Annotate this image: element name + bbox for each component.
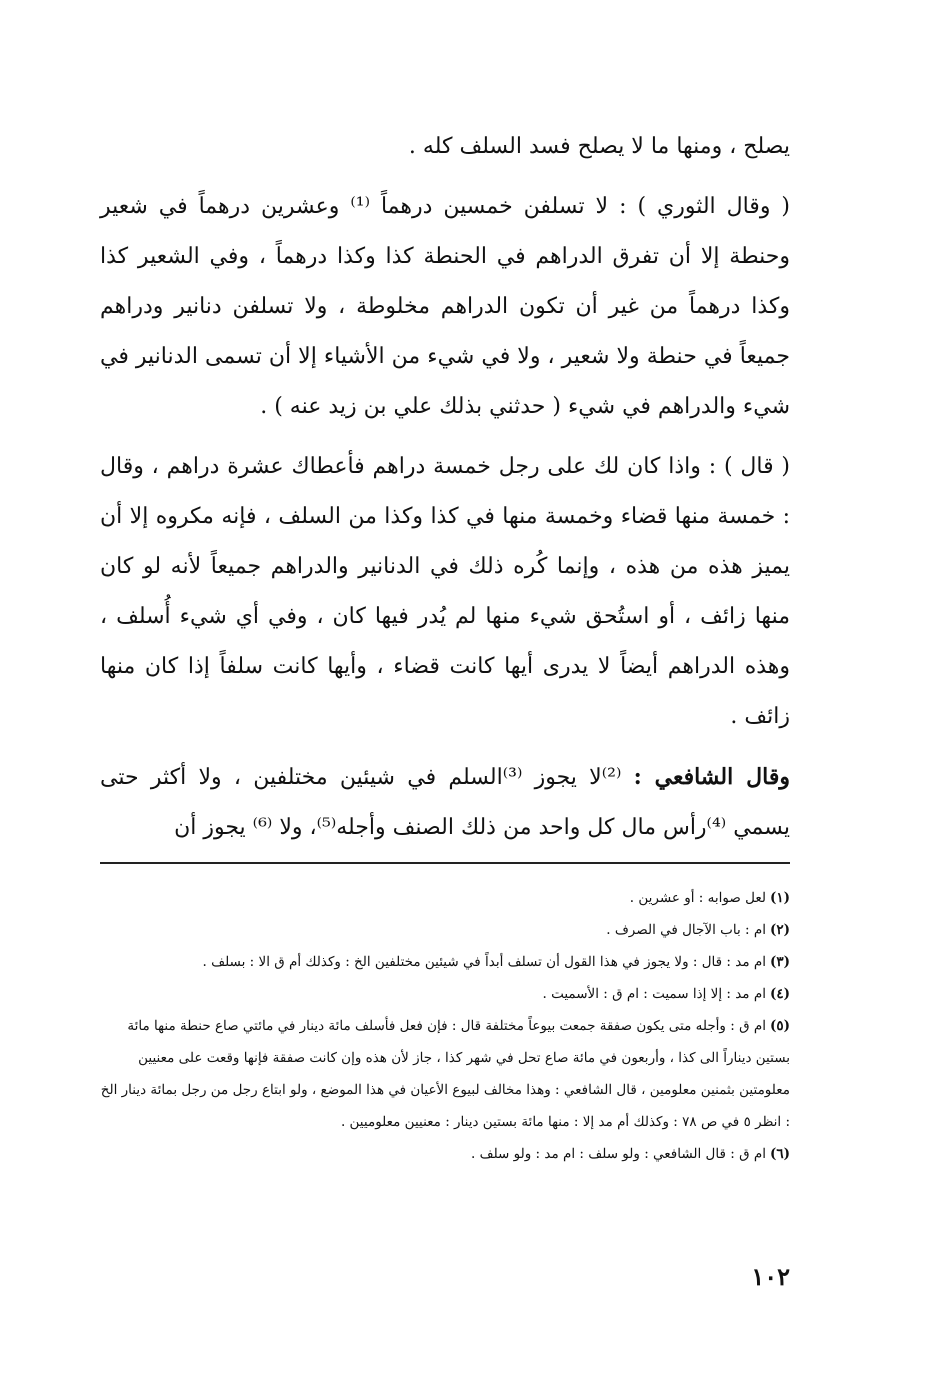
footnote-divider [100, 862, 790, 864]
page-number: ١٠٢ [751, 1262, 790, 1291]
shafii-text: ⁽²⁾لا يجوز ⁽³⁾السلم في شيئين مختلفين ، ولا أكثر حتى يسمي ⁽⁴⁾رأس مال كل واحد من ذلك الصنف وأجله⁽⁵⁾، ولا ⁽⁶⁾ يجوز أن [100, 765, 790, 840]
footnote-text: ام مد : إلا إذا سميت : ام ق : الأسميت . [542, 986, 766, 1002]
footnote-text: لعل صوابه : أو عشرين . [629, 890, 766, 906]
footnote-2 [100, 914, 790, 946]
paragraph-thawri: ( وقال الثوري ) : لا تسلفن خمسين درهماً ⁽¹⁾ وعشرين درهماً في شعير وحنطة إلا أن تفرق الدراهم في الحنطة كذا وكذا درهماً ، وفي الشعير كذا وكذا درهماً من غير أن تكون الدراهم مخلوطة ، ولا تسلفن دنانير ودراهم جميعاً في حنطة ولا شعير ، ولا في شيء من الأشياء إلا أن تسمى الدنانير في شيء والدراهم في شيء ( حدثني بذلك علي بن زيد عنه ) . [100, 194, 791, 419]
footnote-number: (٢) [769, 922, 790, 938]
footnote-6 [100, 1138, 790, 1170]
footnote-1 [100, 882, 790, 914]
paragraph-qala: ( قال ) : واذا كان لك على رجل خمسة دراهم فأعطاك عشرة دراهم ، وقال : خمسة منها قضاء وخمسة منها في كذا وكذا من السلف ، فإنه مكروه إلا أن يميز هذه من هذه ، وإنما كُره ذلك في الدنانير والدراهم جميعاً لأنه لو كان منها زائف ، أو استُحق شيء منها لم يُدر فيها كان ، وفي أي شيء أُسلف ، وهذه الدراهم أيضاً لا يدرى أيها كانت قضاء ، وأيها كانت سلفاً إذا كان منها زائف . [100, 454, 790, 729]
footnote-text: ام ق : قال الشافعي : ولو سلف : ام مد : ولو سلف . [471, 1146, 766, 1162]
footnote-number: (٤) [769, 986, 790, 1002]
footnote-number: (١) [769, 890, 790, 906]
shafii-label: وقال الشافعي : [633, 764, 790, 790]
main-text [100, 122, 790, 853]
footnote-number: (٣) [769, 954, 790, 970]
footnote-3 [100, 946, 790, 978]
paragraph-continuation: يصلح ، ومنها ما لا يصلح فسد السلف كله . [408, 134, 790, 159]
footnote-text: ام مد : قال : ولا يجوز في هذا القول أن تسلف أبداً في شيئين مختلفين الخ : وكذلك أم ق الا : بسلف . [202, 954, 766, 970]
footnotes [100, 882, 790, 1170]
footnote-number: (٦) [769, 1146, 790, 1162]
footnote-text: ام : باب الآجال في الصرف . [606, 922, 766, 938]
footnote-4 [100, 978, 790, 1010]
footnote-text: ام ق : وأجله متى يكون صفقة جمعت بيوعاً مختلفة قال : فإن فعل فأسلف مائة دينار في مائتي صاع حنطة منها مائة بستين ديناراً الى كذا ، وأربعون في مائة صاع تحل في شهر كذا ، جاز لأن هذه وإن كانت صفقة فإنها وقعت على معنيين معلومتين بثمنين معلومين ، قال الشافعي : وهذا مخالف لبيوع الأعيان في هذا الموضع ، ولو ابتاع رجل من رجل بمائة دينار الخ : انظر ٥ في ص ٧٨ : وكذلك أم مد إلا : منها مائة بستين دينار : معنيين معلوميين . [100, 1018, 790, 1130]
footnote-number: (٥) [769, 1018, 790, 1034]
footnote-5 [100, 1010, 790, 1138]
paragraph-shafii [100, 752, 790, 853]
